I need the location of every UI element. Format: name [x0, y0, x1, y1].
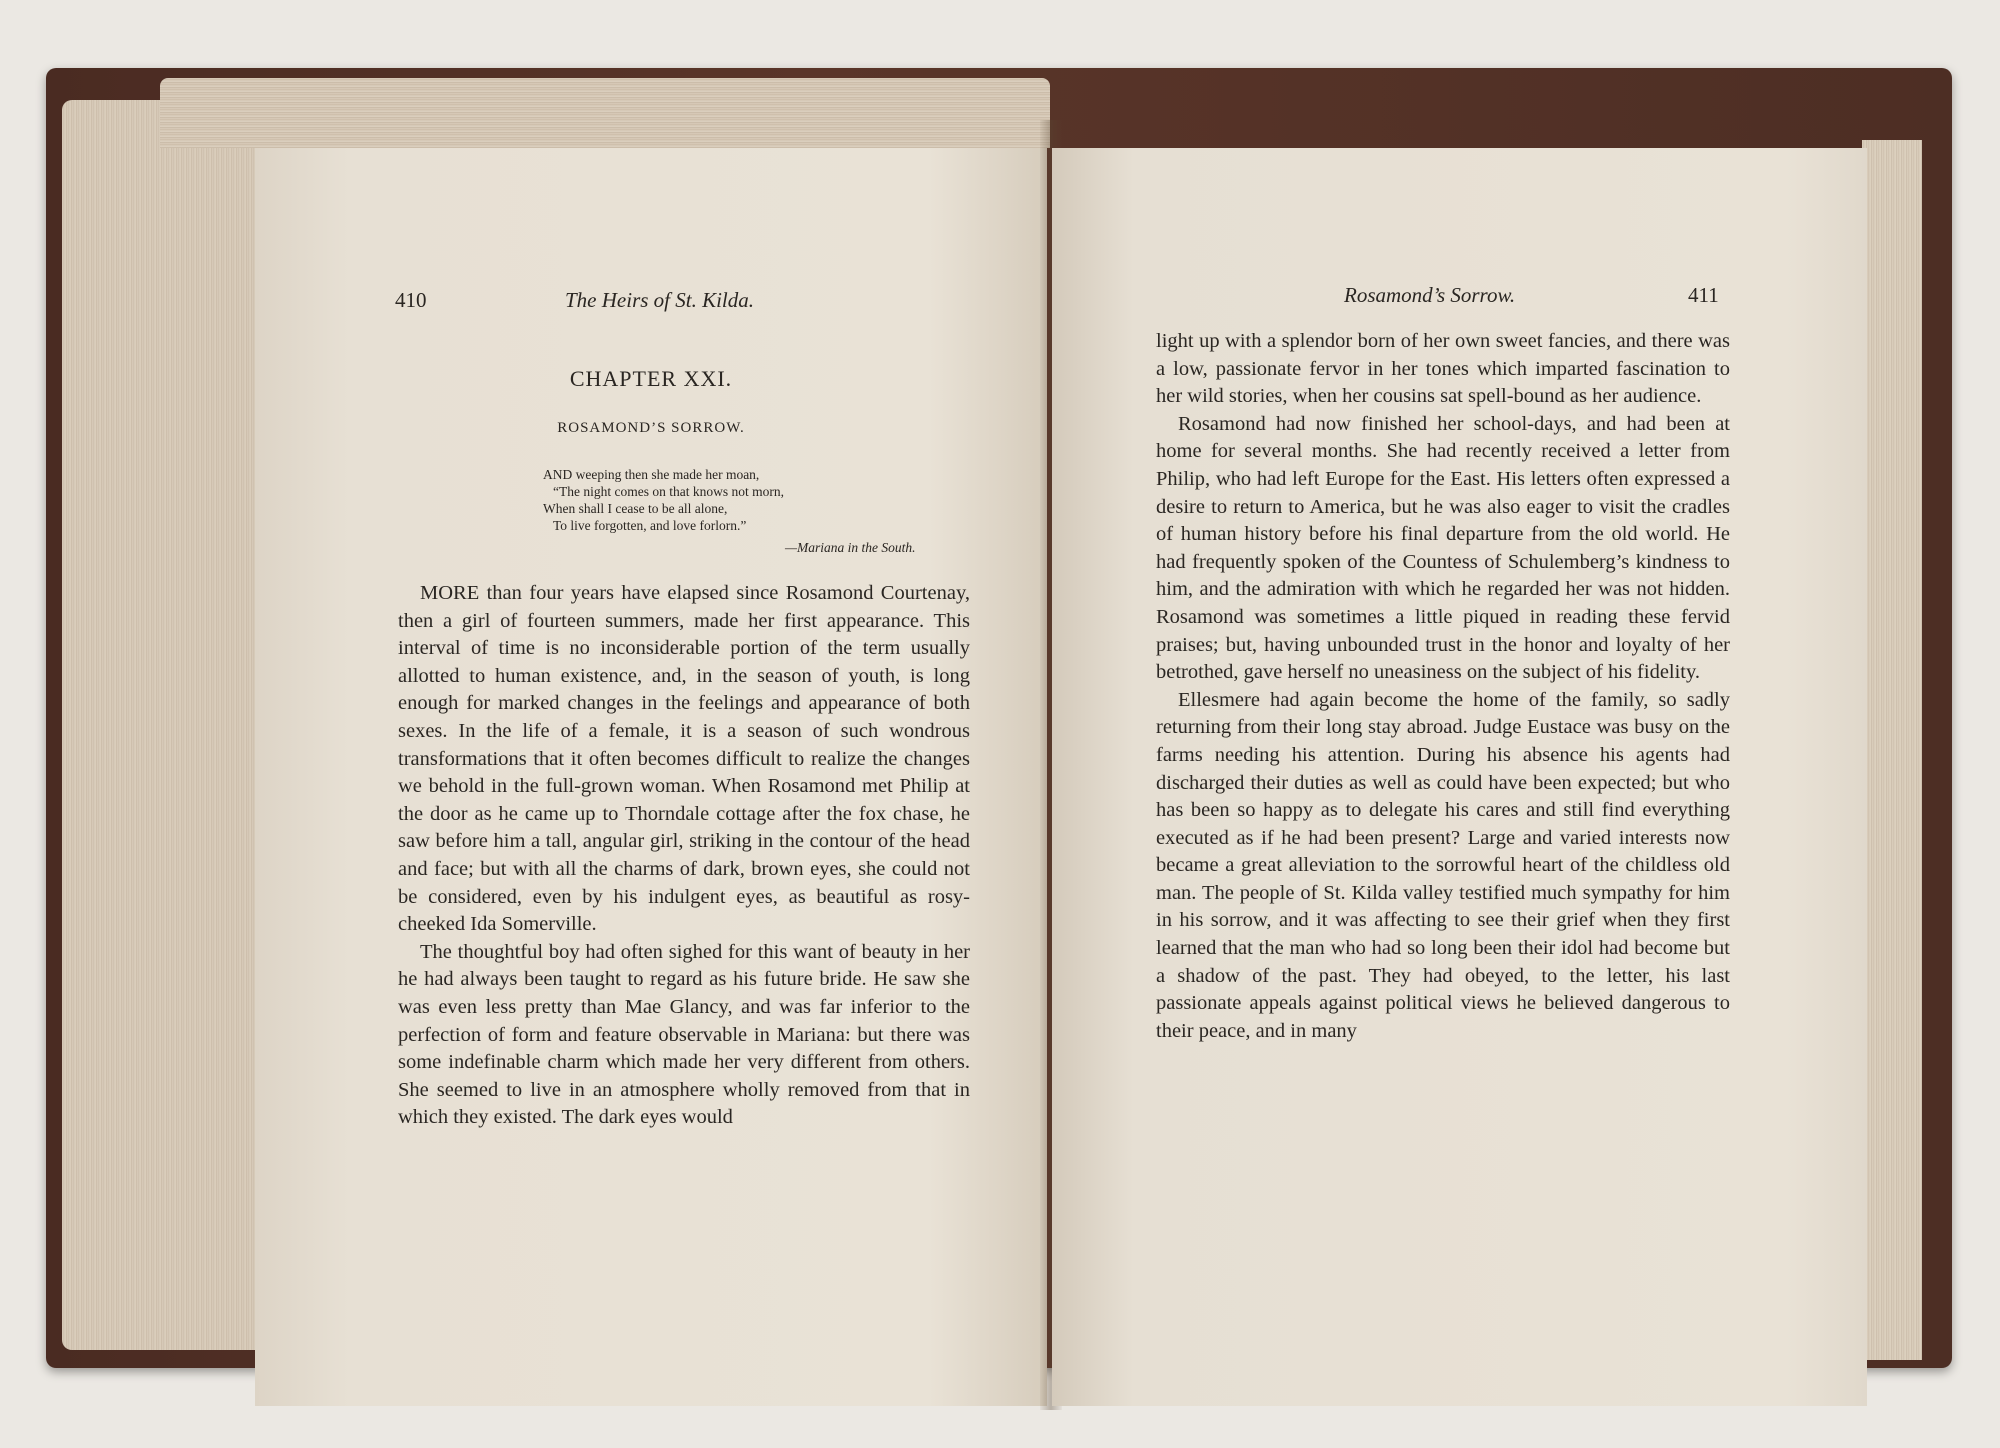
epigraph-attribution: —Mariana in the South. — [785, 540, 916, 555]
epigraph-line: When shall I cease to be all alone, — [543, 501, 728, 516]
epigraph-line: “The night comes on that knows not morn, — [553, 484, 784, 499]
epigraph — [543, 466, 983, 534]
left-running-title: The Heirs of St. Kilda. — [565, 288, 755, 312]
paragraph: The thoughtful boy had often sighed for this want of beauty in her he had always been taught to regard as his future bride. He saw she was even less pretty than Mae Glancy, and was far inferior to the perfection of form and feature observable in Mariana: but there was some indefinable charm which made her very different from others. She seemed to live in an atmosphere wholly removed from that in which they existed. The dark eyes would — [398, 940, 970, 1129]
left-running-head — [255, 288, 1047, 318]
right-page-number: 411 — [1688, 283, 1719, 307]
chapter-heading: CHAPTER XXI. — [569, 366, 733, 391]
left-body-text — [398, 580, 970, 1132]
left-page — [255, 148, 1047, 1406]
page-edges-top — [160, 78, 1050, 148]
paragraph: Rosamond had now finished her school-days, and had been at home for several months. She had recently received a letter from Philip, who had left Europe for the East. His letters often expressed a desire to return to America, but he was also eager to visit the cradles of human history before his final departure from the old world. He had frequently spoken of the Countess of Schulemberg’s kindness to him, and the admiration with which he regarded her was not hidden. Rosamond was sometimes a little piqued in reading these fervid praises; but, having unbounded trust in the honor and loyalty of her betrothed, gave herself no uneasiness on the subject of his fidelity. — [1156, 412, 1730, 684]
page-edges-right — [1862, 140, 1922, 1360]
paragraph: MORE than four years have elapsed since Rosamond Courtenay, then a girl of fourteen summers, made her first appearance. This interval of time is no inconsiderable portion of the term usually allotted to human existence, and, in the season of youth, is long enough for marked changes in the feelings and appearance of both sexes. In the life of a female, it is a season of such wondrous transformations that it often becomes difficult to realize the changes we behold in the full-grown woman. When Rosamond met Philip at the door as he came up to Thorndale cottage after the fox chase, he saw before him a tall, angular girl, striking in the contour of the head and face; but with all the charms of dark, brown eyes, she could not be considered, even by his indulgent eyes, as beautiful as rosy-cheeked Ida Somerville. — [398, 582, 970, 936]
left-page-number: 410 — [395, 288, 427, 312]
right-body-text — [1156, 328, 1730, 1045]
paragraph: Ellesmere had again become the home of the family, so sadly returning from their long stay abroad. Judge Eustace was busy on the farms needing his attention. During his absence his agents had discharged their duties as well as could have been expected; but who has been so happy as to delegate his cares and still find everything executed as if he had been present? Large and varied interests now became a great alleviation to the sorrowful heart of the childless old man. The people of St. Kilda valley testified much sympathy for him in his sorrow, and it was affecting to see their grief when they first learned that the man who had so long been their idol had become but a shadow of the past. They had obeyed, to the letter, his last passionate appeals against political views he believed dangerous to their peace, and in many — [1156, 688, 1730, 1042]
chapter-title: ROSAMOND’S SORROW. — [557, 420, 745, 436]
paragraph: light up with a splendor born of her own sweet fancies, and there was a low, passionate fervor in her tones which imparted fascination to her wild stories, when her cousins sat spell-bound as her audience. — [1156, 330, 1730, 408]
epigraph-line: AND weeping then she made her moan, — [543, 467, 760, 482]
page-edges-left — [62, 100, 262, 1350]
epigraph-line: To live forgotten, and love forlorn.” — [553, 518, 747, 533]
right-page — [1052, 148, 1867, 1406]
right-running-head — [1052, 283, 1867, 313]
right-running-title: Rosamond’s Sorrow. — [1344, 283, 1516, 307]
